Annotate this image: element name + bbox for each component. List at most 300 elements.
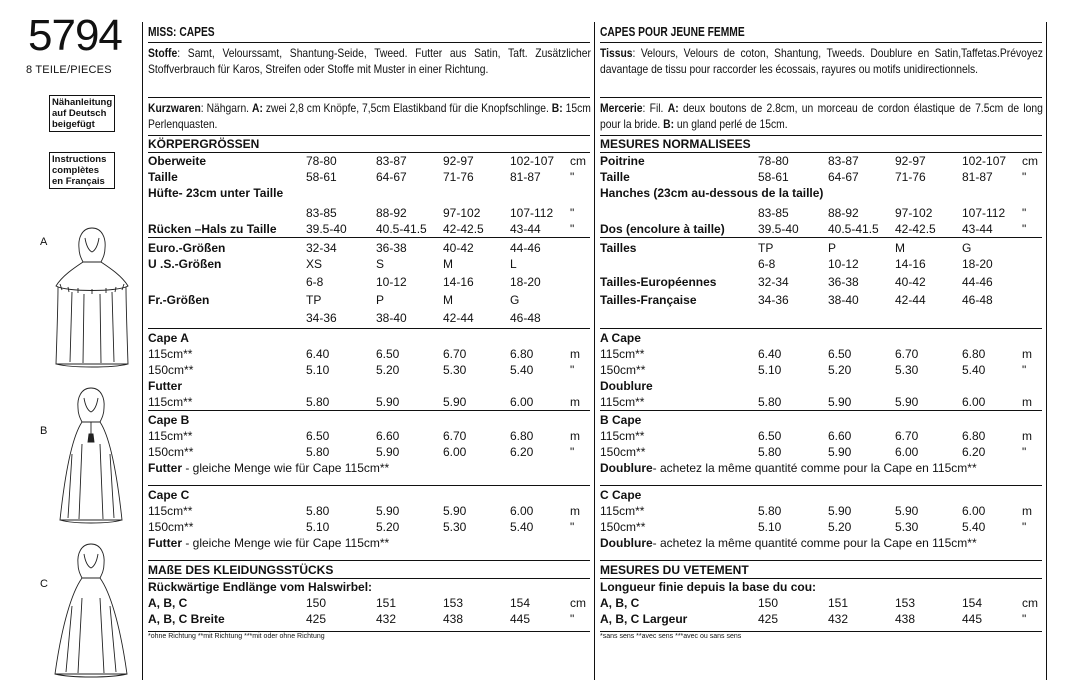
table-row	[148, 169, 590, 185]
unit: m	[1022, 429, 1032, 443]
cell: 5.40	[510, 520, 534, 534]
notions-text: : Fil.	[642, 101, 668, 115]
garment-subtitle: Rückwärtige Endlänge vom Halswirbel:	[148, 580, 373, 594]
cell: 5.10	[306, 363, 330, 377]
cell: 154	[510, 596, 531, 610]
column-divider-right	[1046, 22, 1047, 680]
lining-label: Doublure	[600, 461, 653, 475]
cell: 5.90	[895, 395, 919, 409]
cell: 64-67	[376, 170, 407, 184]
row-label: A, B, C Largeur	[600, 612, 688, 626]
cell: 71-76	[895, 170, 926, 184]
row-label: 150cm**	[148, 520, 194, 534]
row-label: 115cm**	[148, 429, 193, 443]
row-label: Poitrine	[600, 154, 645, 168]
cell: 6.70	[443, 347, 467, 361]
row-label: 115cm**	[148, 347, 193, 361]
cell: 5.40	[510, 363, 534, 377]
table-row	[148, 362, 590, 378]
cell: TP	[758, 241, 774, 255]
cell: 153	[895, 596, 916, 610]
notions-text: : Nähgarn.	[200, 101, 253, 115]
cape-b-title: Cape B	[148, 413, 190, 427]
cell: 154	[962, 596, 983, 610]
table-row	[600, 362, 1042, 378]
cell: 34-36	[758, 293, 789, 307]
notions-label: Kurzwaren	[148, 101, 201, 115]
lining-note	[148, 460, 590, 476]
fabrics-text: : Velours, Velours de coton, Shantung, Tweeds. Doublure en Satin,Taffetas.Prévoyez davantage de tissu pour raccorder les écossais, rayures ou motifs unidirectionnels.	[600, 46, 1043, 76]
cell: M	[443, 293, 453, 307]
cell: 5.30	[895, 363, 919, 377]
cell: 43-44	[510, 222, 541, 236]
cell: 42-42.5	[443, 222, 484, 236]
cell: 58-61	[306, 170, 337, 184]
cell: 42-44	[895, 293, 926, 307]
cell: 32-34	[758, 275, 789, 289]
lining-text: - gleiche Menge wie für Cape 115cm**	[182, 536, 390, 550]
cell: 97-102	[895, 206, 933, 220]
notions-view-b: B:	[551, 101, 563, 115]
row-label: Rücken –Hals zu Taille	[148, 222, 277, 236]
cell: 5.80	[306, 445, 330, 459]
table-row	[600, 153, 1042, 169]
row-label: Hüfte- 23cm unter Taille	[148, 186, 284, 200]
cell: 81-87	[510, 170, 541, 184]
left-column	[0, 0, 142, 685]
table-row	[600, 519, 1042, 535]
row-label: Oberweite	[148, 154, 207, 168]
cell: 5.20	[376, 363, 400, 377]
lining-note	[148, 535, 590, 551]
garment-title: MESURES DU VETEMENT	[600, 563, 749, 577]
body-measurements-title: MESURES NORMALISEES	[600, 137, 751, 151]
row-label: 150cm**	[148, 445, 194, 459]
cape-b-yardage	[148, 411, 590, 485]
german-title: MISS: CAPES	[148, 25, 215, 39]
table-row	[148, 240, 590, 256]
cell: 438	[895, 612, 916, 626]
cell: 5.90	[443, 395, 467, 409]
row-label: 115cm**	[148, 395, 193, 409]
cell: P	[376, 293, 385, 307]
cell: 6.80	[962, 429, 986, 443]
unit: "	[1022, 206, 1027, 220]
cell: 18-20	[962, 257, 993, 271]
unit: "	[1022, 363, 1027, 377]
cell: 14-16	[895, 257, 926, 271]
size-table	[148, 238, 590, 328]
cape-b-yardage	[600, 411, 1042, 485]
table-row	[148, 185, 590, 201]
cell: 6.60	[376, 429, 400, 443]
table-row	[148, 346, 590, 362]
cape-c-title: Cape C	[148, 488, 190, 502]
cell: 6-8	[758, 257, 776, 271]
cell: 18-20	[510, 275, 541, 289]
cell: 39.5-40	[306, 222, 347, 236]
cell: XS	[306, 257, 323, 271]
view-letter-b: B	[40, 425, 48, 437]
german-notions	[148, 98, 590, 135]
cell: 10-12	[376, 275, 407, 289]
cell: 6.20	[962, 445, 986, 459]
table-row	[148, 503, 590, 519]
cape-a-title: Cape A	[148, 331, 189, 345]
table-row	[148, 221, 590, 237]
cell: 36-38	[376, 241, 407, 255]
french-instructions-note: Instructions complètes en Français	[49, 152, 115, 189]
cell: 5.90	[376, 504, 400, 518]
row-label: Taille	[600, 170, 630, 184]
table-row	[148, 595, 590, 611]
cell: 71-76	[443, 170, 474, 184]
table-row	[600, 274, 1042, 290]
cell: 445	[510, 612, 531, 626]
cell: M	[443, 257, 453, 271]
cell: 5.30	[443, 520, 467, 534]
cape-c-title: C Cape	[600, 488, 642, 502]
row-label: A, B, C	[600, 596, 640, 610]
cell: 445	[962, 612, 983, 626]
unit: "	[570, 222, 575, 236]
cape-a-yardage	[600, 329, 1042, 410]
cell: M	[895, 241, 905, 255]
cell: 432	[376, 612, 397, 626]
row-label: Euro.-Größen	[148, 241, 226, 255]
cape-b-title: B Cape	[600, 413, 642, 427]
cell: 46-48	[510, 311, 541, 325]
cell: 6.20	[510, 445, 534, 459]
cell: 5.80	[306, 395, 330, 409]
notions-label: Mercerie	[600, 101, 643, 115]
lining-note	[600, 535, 1042, 551]
german-column	[148, 22, 590, 682]
lining-title: Futter	[148, 379, 182, 393]
cell: 92-97	[443, 154, 474, 168]
cell: 6-8	[306, 275, 324, 289]
cell: 6.50	[828, 347, 852, 361]
column-divider-middle	[594, 22, 595, 680]
row-label: Tailles-Française	[600, 293, 697, 307]
german-instructions-note: Nähanleitung auf Deutsch beigefügt	[49, 95, 115, 132]
table-row	[148, 428, 590, 444]
garment-measurements	[148, 561, 590, 631]
cell: 6.00	[510, 395, 534, 409]
cell: 107-112	[962, 206, 1006, 220]
cell: 44-46	[510, 241, 541, 255]
cell: 5.30	[895, 520, 919, 534]
cell: 107-112	[510, 206, 554, 220]
cell: 38-40	[376, 311, 407, 325]
notions-text: 15cm Perlenquasten.	[148, 101, 591, 131]
lining-note	[600, 460, 1042, 476]
cell: 40.5-41.5	[828, 222, 879, 236]
cell: 438	[443, 612, 464, 626]
garment-subtitle: Longueur finie depuis la base du cou:	[600, 580, 817, 594]
cell: 102-107	[510, 154, 555, 168]
table-row	[600, 292, 1042, 308]
cape-a-title: A Cape	[600, 331, 641, 345]
garment-title: MAßE DES KLEIDUNGSSTÜCKS	[148, 563, 334, 577]
german-fabrics	[148, 43, 590, 97]
unit: m	[570, 429, 580, 443]
lining-title: Doublure	[600, 379, 653, 393]
cell: 46-48	[962, 293, 993, 307]
cell: 150	[306, 596, 327, 610]
row-label: 115cm**	[600, 347, 645, 361]
unit: cm	[570, 154, 586, 168]
row-label: 115cm**	[600, 429, 645, 443]
table-row	[600, 611, 1042, 627]
unit: m	[1022, 347, 1032, 361]
cell: 5.40	[962, 363, 986, 377]
pattern-number: 5794	[28, 11, 122, 60]
cell: 425	[758, 612, 779, 626]
cape-a-yardage	[148, 329, 590, 410]
table-row	[600, 394, 1042, 410]
cape-b-illustration	[52, 384, 130, 526]
table-row	[148, 519, 590, 535]
unit: m	[570, 347, 580, 361]
lining-text: - achetez la même quantité comme pour la Cape en 115cm**	[652, 536, 977, 550]
cell: 88-92	[376, 206, 407, 220]
cell: 83-87	[376, 154, 407, 168]
cell: 78-80	[758, 154, 789, 168]
cell: 6.00	[510, 504, 534, 518]
row-label: Tailles-Européennes	[600, 275, 717, 289]
unit: cm	[1022, 596, 1038, 610]
cell: 432	[828, 612, 849, 626]
cell: 40.5-41.5	[376, 222, 427, 236]
garment-measurements	[600, 561, 1042, 631]
table-row	[148, 444, 590, 460]
row-label: 115cm**	[600, 504, 645, 518]
cape-c-yardage	[148, 486, 590, 560]
cell: 6.80	[962, 347, 986, 361]
pieces-count: 8 TEILE/PIECES	[26, 64, 112, 76]
table-row	[148, 256, 590, 272]
cell: 6.00	[895, 445, 919, 459]
cell: 36-38	[828, 275, 859, 289]
fabrics-label: Stoffe	[148, 46, 178, 60]
cell: 40-42	[443, 241, 474, 255]
row-label: Tailles	[600, 241, 637, 255]
cell: 5.10	[758, 520, 782, 534]
cape-c-illustration	[50, 540, 132, 680]
unit: "	[1022, 445, 1027, 459]
cell: 150	[758, 596, 779, 610]
cell: 5.80	[758, 445, 782, 459]
french-title: CAPES POUR JEUNE FEMME	[600, 25, 745, 39]
cell: 6.60	[828, 429, 852, 443]
unit: m	[570, 504, 580, 518]
size-table	[600, 238, 1042, 328]
notions-view-a: A:	[667, 101, 679, 115]
cell: 43-44	[962, 222, 993, 236]
unit: m	[1022, 504, 1032, 518]
cell: 83-85	[306, 206, 337, 220]
notions-view-b: B:	[663, 117, 675, 131]
cell: 5.10	[306, 520, 330, 534]
cell: 6.40	[758, 347, 782, 361]
table-row	[600, 256, 1042, 272]
french-notions	[600, 98, 1042, 135]
row-label: Hanches (23cm au-dessous de la taille)	[600, 186, 824, 200]
unit: cm	[570, 596, 586, 610]
body-measurements-table	[148, 153, 590, 237]
cell: 5.20	[376, 520, 400, 534]
cell: TP	[306, 293, 322, 307]
cell: 64-67	[828, 170, 859, 184]
cell: 5.10	[758, 363, 782, 377]
row-label: 115cm**	[148, 504, 193, 518]
cell: 58-61	[758, 170, 789, 184]
cell: 6.50	[306, 429, 330, 443]
cell: 6.80	[510, 347, 534, 361]
unit: m	[570, 395, 580, 409]
footnote: *ohne Richtung **mit Richtung ***mit oder ohne Richtung	[148, 633, 325, 640]
cell: 97-102	[443, 206, 481, 220]
cell: P	[828, 241, 837, 255]
footnote: *sans sens **avec sens ***avec ou sans sens	[600, 633, 742, 640]
notions-text: deux boutons de 2.8cm, un morceau de cordon élastique de 7.5cm de long pour la bride.	[600, 101, 1043, 131]
cell: 38-40	[828, 293, 859, 307]
row-label: Fr.-Größen	[148, 293, 210, 307]
cell: 5.30	[443, 363, 467, 377]
cell: 83-85	[758, 206, 789, 220]
cell: 6.70	[895, 347, 919, 361]
unit: "	[570, 445, 575, 459]
unit: "	[1022, 612, 1027, 626]
cell: 5.90	[828, 445, 852, 459]
table-row	[148, 292, 590, 308]
cell: 5.20	[828, 363, 852, 377]
cell: 83-87	[828, 154, 859, 168]
row-label: 150cm**	[600, 520, 646, 534]
cell: 10-12	[828, 257, 859, 271]
cell: 5.90	[376, 395, 400, 409]
cell: 81-87	[962, 170, 993, 184]
lining-text: - gleiche Menge wie für Cape 115cm**	[182, 461, 390, 475]
cell: 6.50	[376, 347, 400, 361]
table-row	[600, 205, 1042, 221]
cell: L	[510, 257, 517, 271]
cell: 5.90	[376, 445, 400, 459]
cell: G	[962, 241, 972, 255]
cell: 5.20	[828, 520, 852, 534]
view-letter-a: A	[40, 236, 48, 248]
table-row	[600, 185, 1042, 201]
row-label: 150cm**	[600, 363, 646, 377]
table-row	[600, 346, 1042, 362]
cell: 6.70	[443, 429, 467, 443]
notions-view-a: A:	[252, 101, 263, 115]
table-row	[148, 394, 590, 410]
cell: 34-36	[306, 311, 337, 325]
cell: 6.50	[758, 429, 782, 443]
body-measurements-title: KÖRPERGRÖSSEN	[148, 137, 260, 151]
cell: 5.90	[828, 504, 852, 518]
cell: 78-80	[306, 154, 337, 168]
cell: 42-44	[443, 311, 474, 325]
row-label: 150cm**	[148, 363, 194, 377]
table-row	[148, 274, 590, 290]
cell: 153	[443, 596, 464, 610]
row-label: Taille	[148, 170, 178, 184]
table-row	[148, 205, 590, 221]
row-label: 150cm**	[600, 445, 646, 459]
lining-label: Doublure	[600, 536, 653, 550]
lining-text: - achetez la même quantité comme pour la Cape en 115cm**	[652, 461, 977, 475]
cell: 6.70	[895, 429, 919, 443]
table-row	[600, 240, 1042, 256]
cell: 5.40	[962, 520, 986, 534]
column-divider-left	[142, 22, 143, 680]
cell: 5.90	[443, 504, 467, 518]
unit: "	[570, 520, 575, 534]
cell: 40-42	[895, 275, 926, 289]
table-row	[148, 611, 590, 627]
cell: S	[376, 257, 385, 271]
table-row	[600, 503, 1042, 519]
table-row	[148, 153, 590, 169]
notions-text: un gland perlé de 15cm.	[674, 117, 788, 131]
cell: 5.80	[306, 504, 330, 518]
cell: 6.00	[962, 504, 986, 518]
body-measurements-table	[600, 153, 1042, 237]
table-row	[600, 169, 1042, 185]
cell: 425	[306, 612, 327, 626]
french-column	[600, 22, 1042, 682]
table-row	[148, 310, 590, 326]
cell: 6.00	[962, 395, 986, 409]
cell: 92-97	[895, 154, 926, 168]
french-fabrics	[600, 43, 1042, 97]
unit: cm	[1022, 154, 1038, 168]
row-label: 115cm**	[600, 395, 645, 409]
unit: "	[570, 170, 575, 184]
unit: "	[570, 612, 575, 626]
cape-a-illustration	[52, 224, 132, 370]
cell: 102-107	[962, 154, 1007, 168]
notions-text: zwei 2,8 cm Knöpfe, 7,5cm Elastikband für die Knopfschlinge.	[262, 101, 552, 115]
cell: 5.90	[895, 504, 919, 518]
cell: 42-42.5	[895, 222, 936, 236]
unit: "	[570, 363, 575, 377]
unit: "	[1022, 222, 1027, 236]
row-label: Dos (encolure à taille)	[600, 222, 725, 236]
cell: 44-46	[962, 275, 993, 289]
cell: G	[510, 293, 520, 307]
fabrics-label: Tissus	[600, 46, 633, 60]
table-row	[600, 428, 1042, 444]
row-label: A, B, C	[148, 596, 188, 610]
cell: 5.80	[758, 504, 782, 518]
cell: 88-92	[828, 206, 859, 220]
unit: "	[570, 206, 575, 220]
row-label: U .S.-Größen	[148, 257, 222, 271]
cell: 6.80	[510, 429, 534, 443]
cell: 151	[828, 596, 849, 610]
row-label: A, B, C Breite	[148, 612, 225, 626]
cell: 14-16	[443, 275, 474, 289]
lining-label: Futter	[148, 536, 182, 550]
lining-label: Futter	[148, 461, 182, 475]
cell: 5.80	[758, 395, 782, 409]
cell: 151	[376, 596, 397, 610]
cell: 5.90	[828, 395, 852, 409]
